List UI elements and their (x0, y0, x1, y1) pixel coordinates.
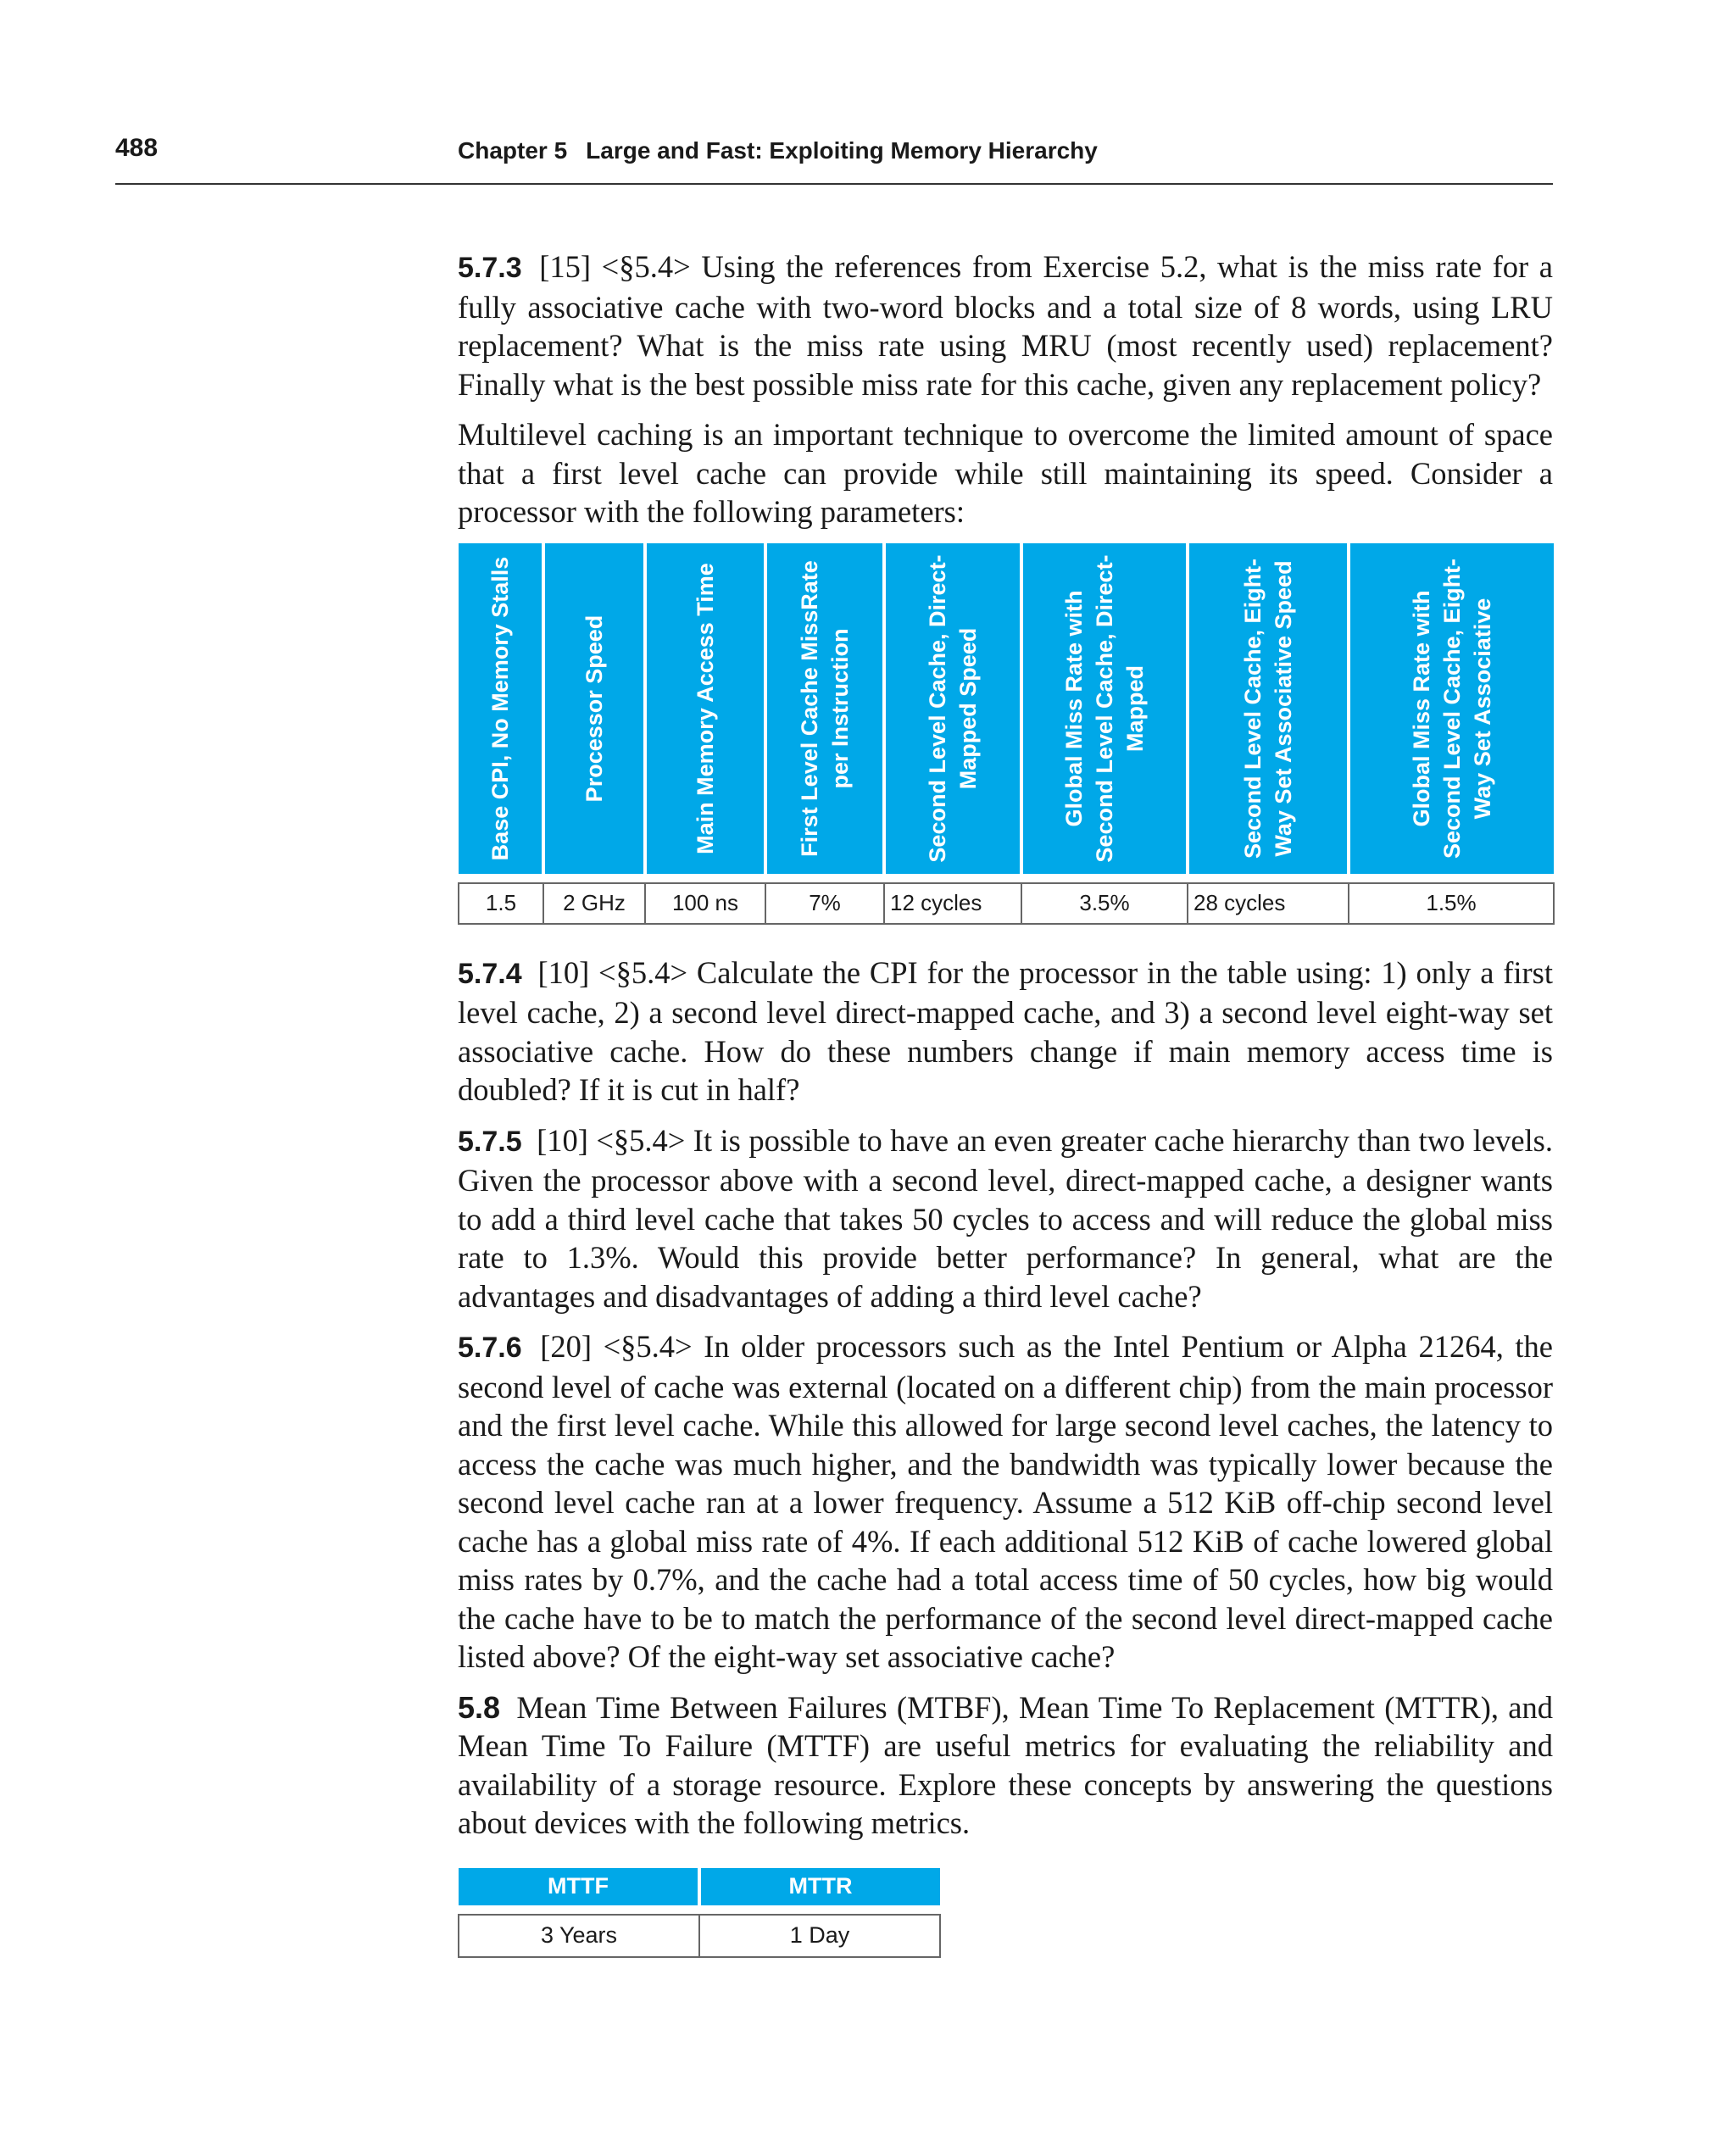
column-header (1188, 543, 1349, 874)
page-number: 488 (115, 134, 159, 162)
exercise-5-8 (458, 1688, 1553, 1843)
column-header: MTTR (699, 1868, 940, 1905)
reliability-metrics-table (458, 1868, 941, 1958)
table-header-row (459, 1868, 940, 1905)
exercise-number: 5.7.4 (458, 957, 522, 990)
exercise-text: [20] <§5.4> In older processors such as the Intel Pentium or Alpha 21264, the second level of cache was external (located on a different chip) from the main processor and the first level cache. While this allowed for large second level caches, the latency to access the cache was much higher, and the bandwidth was typically lower because the second level cache ran at a lower frequency. Assume a 512 KiB off-chip second level cache has a global miss rate of 4%. If each additional 512 KiB of cache lowered global miss rates by 0.7%, and the cache had a total access time of 50 cycles, how big would the cache have to be to match the performance of the second level direct-mapped cache listed above? Of the eight-way set associative cache? (458, 1329, 1553, 1674)
column-header (1021, 543, 1188, 874)
exercise-number: 5.7.6 (458, 1332, 522, 1364)
table-cell: 100 ns (645, 883, 765, 924)
column-header-label: Global Miss Rate with Second Level Cache, Eight-Way Set Associative (1409, 558, 1495, 859)
column-header-label: First Level Cache MissRate per Instruction (797, 559, 853, 857)
column-header-label: Main Memory Access Time (693, 562, 718, 854)
table-row (459, 1915, 940, 1957)
column-header-label: Processor Speed (581, 614, 607, 802)
column-header-label: Second Level Cache, Direct-Mapped Speed (925, 553, 981, 863)
column-header (459, 543, 543, 874)
table-row (459, 883, 1554, 924)
table-header-row (459, 543, 1554, 874)
table-cell: 2 GHz (543, 883, 645, 924)
table-cell: 28 cycles (1188, 883, 1349, 924)
column-header (884, 543, 1021, 874)
exercise-5-7-6 (458, 1327, 1553, 1677)
table-cell: 1.5 (459, 883, 543, 924)
table-cell: 3 Years (459, 1915, 699, 1957)
exercise-number: 5.7.5 (458, 1125, 522, 1158)
column-header-label: Base CPI, No Memory Stalls (487, 556, 513, 860)
exercise-number: 5.8 (458, 1689, 501, 1725)
multilevel-intro: Multilevel caching is an important technique to overcome the limited amount of space that a first level cache can provide while still maintaining its speed. Consider a processor with the following parameters: (458, 417, 1553, 529)
exercise-text: Mean Time Between Failures (MTBF), Mean Time To Replacement (MTTR), and Mean Time To Failure (MTTF) are useful metrics for evaluating the reliability and availability of a storage resource. Explore these concepts by answering the questions about devices with the following metrics. (458, 1689, 1553, 1840)
column-header (1349, 543, 1554, 874)
table-cell: 7% (765, 883, 884, 924)
column-header (543, 543, 645, 874)
exercise-text: [10] <§5.4> Calculate the CPI for the processor in the table using: 1) only a first level cache, 2) a second level direct-mapped cache, and 3) a second level eight-way set associative cache. How do these numbers change if main memory access time is doubled? If it is cut in half? (458, 954, 1554, 1107)
chapter-label: Chapter 5 (458, 137, 568, 164)
exercise-5-7-4 (458, 954, 1553, 1109)
exercise-5-7-5 (458, 1121, 1553, 1316)
exercise-text: [15] <§5.4> Using the references from Exercise 5.2, what is the miss rate for a fully associative cache with two-word blocks and a total size of 8 words, using LRU replacement? What is the miss rate using MRU (most recently used) replacement? Finally what is the best possible miss rate for this cache, given any replacement policy? (458, 249, 1554, 402)
table-cell: 12 cycles (884, 883, 1021, 924)
exercise-5-7-3 (458, 247, 1553, 403)
chapter-heading (458, 137, 1098, 164)
column-header-label: Second Level Cache, Eight-Way Set Associative Speed (1240, 558, 1296, 859)
exercise-text: [10] <§5.4> It is possible to have an even greater cache hierarchy than two levels. Given the processor above with a second level, direct-mapped cache, a designer wants to add a third level cache that takes 50 cycles to access and will reduce the global miss rate to 1.3%. Would this provide better performance? In general, what are the advantages and disadvantages of adding a third level cache? (458, 1122, 1554, 1314)
exercise-number: 5.7.3 (458, 252, 522, 284)
table-cell: 3.5% (1021, 883, 1188, 924)
table-cell: 1 Day (699, 1915, 940, 1957)
column-header (645, 543, 765, 874)
page-body (458, 247, 1553, 1958)
column-header-label: Global Miss Rate with Second Level Cache, Direct-Mapped (1061, 553, 1148, 863)
column-header (765, 543, 884, 874)
page-header (115, 132, 1553, 185)
processor-parameters-table (458, 543, 1555, 925)
column-header: MTTF (459, 1868, 699, 1905)
chapter-title: Large and Fast: Exploiting Memory Hierarchy (586, 137, 1098, 164)
table-cell: 1.5% (1349, 883, 1554, 924)
